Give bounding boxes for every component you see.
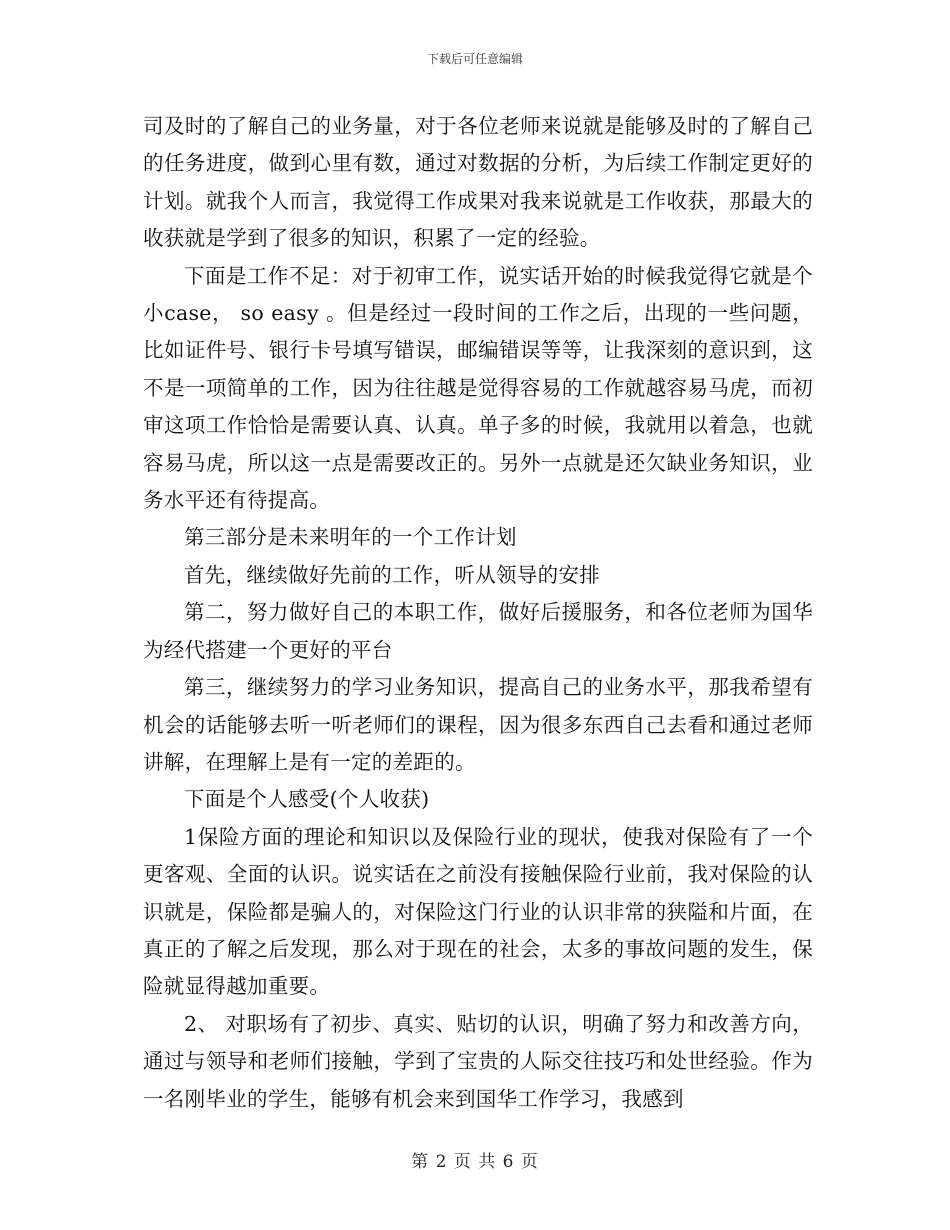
- paragraph-plan-second: 第二，努力做好自己的本职工作，做好后援服务，和各位老师为国华为经代搭建一个更好的平台: [143, 600, 813, 662]
- page-number-footer: 第 2 页 共 6 页: [411, 1152, 539, 1172]
- document-body: [143, 108, 813, 1118]
- paragraph-plan-third: 第三，继续努力的学习业务知识，提高自己的业务水平，那我希望有机会的话能够去听一听老师们的课程，因为很多东西自己去看和通过老师讲解，在理解上是有一定的差距的。: [143, 675, 813, 774]
- paragraph-continuation: 司及时的了解自己的业务量，对于各位老师来说就是能够及时的了解自己的任务进度，做到心里有数，通过对数据的分析，为后续工作制定更好的计划。就我个人而言，我觉得工作成果对我来说就是工作收获，那最大的收获就是学到了很多的知识，积累了一定的经验。: [143, 114, 813, 251]
- paragraph-feelings-heading: 下面是个人感受(个人收获): [184, 787, 430, 812]
- paragraph-plan-first: 首先，继续做好先前的工作，听从领导的安排: [184, 562, 600, 587]
- paragraph-feeling-two: 2、 对职场有了初步、真实、贴切的认识，明确了努力和改善方向，通过与领导和老师们接触，学到了宝贵的人际交往技巧和处世经验。作为一名刚毕业的学生，能够有机会来到国华工作学习，我感到: [143, 1011, 813, 1111]
- paragraph-shortcomings: 下面是工作不足：对于初审工作，说实话开始的时候我觉得它就是个小case， so easy 。但是经过一段时间的工作之后，出现的一些问题，比如证件号、银行卡号填写错误，邮编错误等等，让我深刻的意识到，这不是一项简单的工作，因为往往越是觉得容易的工作就越容易马虎，而初审这项工作恰恰是需要认真、认真。单子多的时候，我就用以着急，也就容易马虎，所以这一点是需要改正的。另外一点就是还欠缺业务知识，业务水平还有待提高。: [143, 263, 813, 513]
- paragraph-feeling-one: 1保险方面的理论和知识以及保险行业的现状，使我对保险有了一个更客观、全面的认识。说实话在之前没有接触保险行业前，我对保险的认识就是，保险都是骗人的，对保险这门行业的认识非常的狭隘和片面，在真正的了解之后发现，那么对于现在的社会，太多的事故问题的发生，保险就显得越加重要。: [143, 824, 813, 999]
- page-header: 下载后可任意编辑: [426, 52, 523, 66]
- paragraph-plan-heading: 第三部分是未来明年的一个工作计划: [184, 525, 517, 550]
